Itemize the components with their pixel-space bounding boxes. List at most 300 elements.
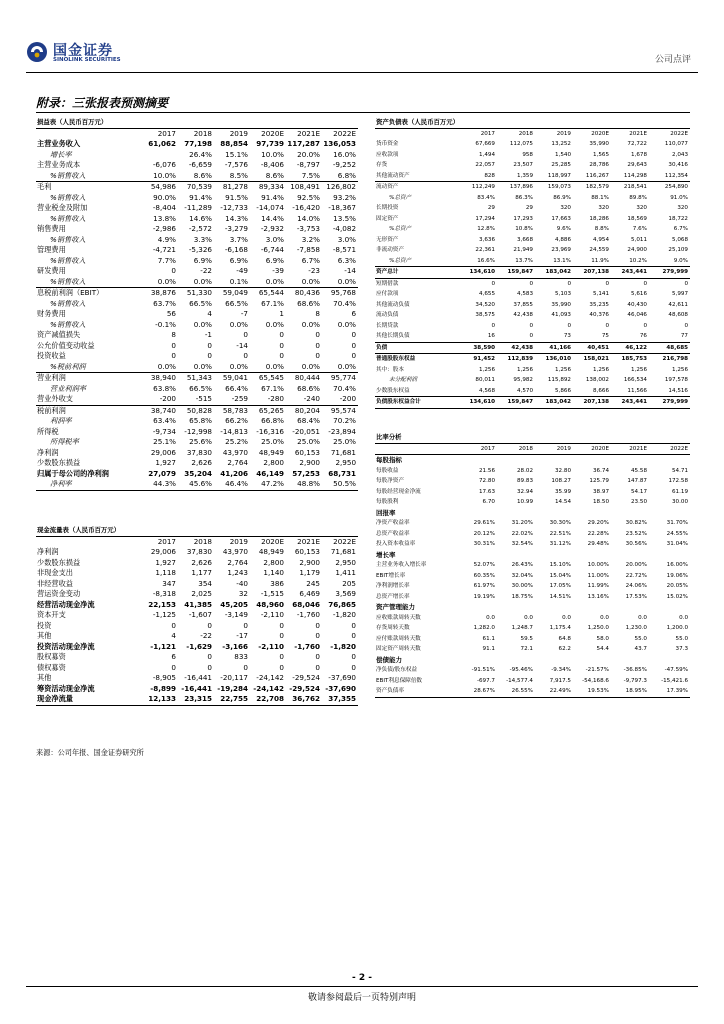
row-value: -1 <box>204 330 212 339</box>
row-value: 59,041 <box>222 373 248 382</box>
row-value: 17,294 <box>475 215 495 222</box>
row-value: 31.12% <box>549 541 571 547</box>
row-value: 0 <box>315 631 320 640</box>
row-value: 1,256 <box>671 366 688 373</box>
row-value: 29.48% <box>587 541 609 547</box>
row-value: 0 <box>491 280 495 287</box>
row-value: 0 <box>643 322 647 329</box>
row-label: 非经营收益 <box>37 578 73 588</box>
row-label: 其他流动负债 <box>376 301 410 308</box>
year-header: 2021E <box>611 443 649 455</box>
row-value: 0 <box>315 652 320 661</box>
row-value: -4,721 <box>152 245 176 254</box>
row-value: 10.0% <box>261 149 284 159</box>
row-value: 66.8% <box>261 416 284 425</box>
table-row <box>375 623 690 634</box>
row-value: -3,149 <box>224 610 248 619</box>
row-value: 15.10% <box>549 562 571 568</box>
row-value: 20.0% <box>297 149 320 159</box>
row-label: %销售收入 <box>50 234 86 244</box>
row-value: 0 <box>207 662 212 672</box>
row-value: 320 <box>677 205 688 211</box>
page-header <box>0 0 724 72</box>
row-value: 1,243 <box>227 568 248 577</box>
row-value: 38,590 <box>459 342 497 354</box>
row-value: 9.6% <box>556 226 571 232</box>
row-label: 资本开支 <box>37 610 66 619</box>
row-value: 41,206 <box>220 468 248 478</box>
row-value: 25,285 <box>551 162 571 168</box>
row-value: -14 <box>344 266 357 275</box>
row-value: 29 <box>487 205 495 211</box>
row-value: -2,110 <box>260 610 284 619</box>
row-value: 5,141 <box>592 291 609 297</box>
table-row <box>375 592 690 603</box>
table-row <box>36 171 358 182</box>
row-value: 0.0% <box>146 277 178 288</box>
row-value: 70.2% <box>333 416 357 425</box>
row-value: -6,744 <box>260 245 284 254</box>
row-label: 现金净流量 <box>36 694 146 705</box>
row-label: %销售收入 <box>36 277 146 288</box>
row-value: 6 <box>171 652 176 661</box>
row-value: 8.6% <box>250 171 286 182</box>
row-value: 8 <box>315 309 320 318</box>
row-value: -14 <box>236 340 248 350</box>
table-row <box>36 589 358 600</box>
row-value: 16.6% <box>459 256 497 267</box>
row-value: 30.82% <box>625 520 647 526</box>
row-label: 资产总计 <box>375 267 459 279</box>
row-value: 17,293 <box>513 215 533 222</box>
row-value: 108,491 <box>290 182 320 191</box>
sinolink-logo-icon <box>26 41 48 63</box>
row-value: 31.70% <box>666 520 689 526</box>
row-value: 828 <box>459 171 497 182</box>
row-value: 1,250.0 <box>587 625 609 631</box>
page-title: 附录：三张报表预测摘要 <box>36 96 169 110</box>
row-value: 76 <box>611 331 649 342</box>
row-value: 2,900 <box>299 557 320 567</box>
row-value: 17.39% <box>649 686 690 697</box>
row-value: 22,361 <box>475 247 495 253</box>
row-label: EBIT增长率 <box>376 572 406 579</box>
row-value: 243,441 <box>611 267 649 279</box>
row-value: 16 <box>459 331 497 342</box>
row-value: 63.8% <box>153 383 176 393</box>
row-label: 未分配利润 <box>389 377 417 383</box>
row-value: -3,279 <box>224 224 248 233</box>
row-value: 10.00% <box>587 562 609 568</box>
table-row <box>36 203 358 214</box>
table-row <box>375 665 690 676</box>
row-value: 70.4% <box>333 298 357 308</box>
row-label: %总资产 <box>389 226 412 232</box>
row-value: 0 <box>351 340 357 350</box>
row-value: 48,949 <box>258 547 284 556</box>
row-label: 净负债/股东权益 <box>376 667 418 673</box>
row-value: 0.0% <box>178 277 214 288</box>
row-value: 30,416 <box>668 162 688 168</box>
row-value: 279,999 <box>649 267 690 279</box>
row-value: 20.12% <box>473 530 495 537</box>
row-value: 159,847 <box>497 267 535 279</box>
row-value: 46,122 <box>611 342 649 354</box>
row-value: 91.1 <box>482 646 495 652</box>
table-row <box>375 203 690 214</box>
row-value: 13.1% <box>535 256 573 267</box>
row-value: 0 <box>279 330 284 339</box>
row-value: 0.0% <box>286 362 322 373</box>
table-row <box>375 342 690 354</box>
row-label: 总资产收益率 <box>376 530 410 537</box>
row-value: 1,256 <box>516 366 533 373</box>
row-label: 资产负债率 <box>375 686 459 697</box>
row-label: 主营业务收入 <box>37 139 81 148</box>
row-value: 13.8% <box>153 213 176 223</box>
row-value: 1,256 <box>478 366 495 373</box>
row-value: 11.9% <box>573 256 611 267</box>
row-value: 18.75% <box>511 593 533 600</box>
row-value: 97,739 <box>256 139 284 148</box>
row-label: 毛利 <box>37 182 52 191</box>
table-row <box>36 631 358 642</box>
row-value: 0.1% <box>214 277 250 288</box>
row-value: 1,200.0 <box>666 625 689 631</box>
row-value: -15,421.6 <box>661 677 689 684</box>
row-value: 68.4% <box>297 416 320 425</box>
row-value: 0 <box>643 280 647 287</box>
row-label: 应收账款周转天数 <box>376 614 421 621</box>
row-value: 6 <box>351 309 357 318</box>
row-value: 77,198 <box>184 139 212 148</box>
row-value: 6.9% <box>229 255 248 265</box>
row-value: 48,960 <box>256 599 284 609</box>
year-header: 2022E <box>333 128 357 138</box>
table-row <box>375 321 690 332</box>
row-label: %税前利润 <box>36 362 146 373</box>
row-value: 10.2% <box>611 256 649 267</box>
row-value: 0 <box>243 620 248 630</box>
row-value: 22,708 <box>250 694 286 705</box>
row-value: 8.6% <box>178 171 214 182</box>
row-value: -1,760 <box>296 610 320 619</box>
row-value: -1,760 <box>294 641 320 651</box>
row-value: -54,168.6 <box>582 677 609 684</box>
row-value: 182,579 <box>585 184 609 190</box>
table-row <box>36 427 358 438</box>
row-value: 61,062 <box>148 139 176 148</box>
row-value: 61.1 <box>482 635 495 642</box>
row-value: 8.5% <box>214 171 250 182</box>
table-row <box>36 373 358 384</box>
row-value: 5,068 <box>671 236 688 243</box>
document-type: 公司点评 <box>654 55 691 65</box>
row-value: 38,876 <box>150 288 176 297</box>
row-value: 138,002 <box>585 377 609 383</box>
table-row <box>36 160 358 171</box>
row-value: 4,655 <box>478 291 495 297</box>
row-value: 0.0 <box>524 614 533 621</box>
row-value: 0.0 <box>679 614 689 621</box>
row-label: 增长率 <box>50 149 72 159</box>
row-value: 19.53% <box>573 686 611 697</box>
row-value: 216,798 <box>662 356 688 362</box>
footer-divider <box>26 986 698 987</box>
row-value: 30.31% <box>473 541 495 547</box>
table-row <box>375 375 690 386</box>
table-row <box>36 394 358 405</box>
row-value: 11.00% <box>587 572 609 579</box>
row-value: 114,298 <box>611 171 649 182</box>
table-row <box>36 299 358 310</box>
row-value: 62.2 <box>558 646 571 652</box>
row-value: 25.6% <box>189 437 212 446</box>
table-row <box>36 469 358 480</box>
row-label: 投资 <box>37 620 52 630</box>
row-value: 34,520 <box>475 301 495 308</box>
row-value: 18,722 <box>668 215 688 222</box>
row-value: 42,438 <box>497 342 535 354</box>
row-value: 0 <box>684 280 688 287</box>
row-value: 47.2% <box>250 479 286 490</box>
row-value: 32.04% <box>511 572 533 579</box>
row-value: 80,011 <box>475 377 495 383</box>
table-row <box>375 365 690 376</box>
row-value: 0 <box>497 331 535 342</box>
row-value: 0 <box>279 631 284 640</box>
row-value: 2,800 <box>263 458 284 467</box>
row-label: 筹资活动现金净流 <box>37 683 95 693</box>
row-value: 112,249 <box>471 184 495 190</box>
table-row <box>36 288 358 299</box>
row-value: 183,042 <box>535 397 573 409</box>
row-value: 24.06% <box>625 583 647 589</box>
row-value: 0 <box>567 322 571 329</box>
table-row <box>375 497 690 508</box>
row-value: 86.3% <box>515 194 533 201</box>
row-value: 117,287 <box>287 139 320 148</box>
row-label: 短期借款 <box>376 280 399 287</box>
row-value: 0 <box>529 322 533 329</box>
row-value: 2,764 <box>227 458 248 467</box>
row-value: 14.54 <box>554 499 571 505</box>
row-value: 42,438 <box>513 312 533 318</box>
row-value: 40,376 <box>589 312 609 318</box>
row-value: 3,668 <box>516 236 533 243</box>
row-value: 50.5% <box>322 479 358 490</box>
row-value: 51,330 <box>186 288 212 297</box>
row-value: 205 <box>342 578 356 588</box>
table-row <box>36 214 358 225</box>
row-value: 4,568 <box>459 386 497 397</box>
year-header-row <box>36 128 358 139</box>
row-value: 22.49% <box>535 686 573 697</box>
row-value: 1,411 <box>335 568 356 577</box>
row-value: 26.55% <box>497 686 535 697</box>
table-row <box>375 634 690 645</box>
table-row <box>36 245 358 256</box>
row-value: 38,575 <box>475 312 495 318</box>
row-value: 68.6% <box>297 298 320 308</box>
table-row <box>375 613 690 624</box>
row-value: 72,722 <box>627 141 647 147</box>
row-label: 总资产增长率 <box>376 593 410 600</box>
row-value: 48,949 <box>258 447 284 457</box>
table-title: 损益表（人民币百万元） <box>36 117 358 128</box>
row-value: -9,734 <box>152 426 176 436</box>
row-value: 93.2% <box>333 192 357 202</box>
row-value: -8,318 <box>152 589 176 598</box>
table-row <box>375 354 690 365</box>
row-value: 1,927 <box>155 458 176 467</box>
table-row <box>36 642 358 653</box>
row-value: -2,986 <box>152 224 176 233</box>
row-value: 26.43% <box>511 562 533 568</box>
row-value: -6,659 <box>188 160 212 169</box>
row-value: -8,406 <box>260 160 284 169</box>
row-value: 0 <box>315 620 320 630</box>
section-heading: 回报率 <box>376 508 396 517</box>
row-value: 0 <box>207 652 212 661</box>
cash-flow-table <box>36 525 358 706</box>
year-header-blank <box>36 536 146 547</box>
row-value: 29,643 <box>627 162 647 168</box>
row-value: 354 <box>198 578 212 588</box>
row-value: -1,820 <box>332 610 356 619</box>
row-value: 0 <box>491 322 495 329</box>
row-label: 其他 <box>37 631 52 640</box>
table-title: 现金流量表（人民币百万元） <box>36 525 358 536</box>
row-label: 其他长期负债 <box>375 331 459 342</box>
row-value: 63.4% <box>153 416 176 425</box>
row-value: 60.35% <box>473 572 495 579</box>
row-value: 29,006 <box>150 547 176 556</box>
row-value: 2,626 <box>191 557 212 567</box>
row-value: -14,074 <box>256 203 284 212</box>
row-value: -7 <box>240 309 248 318</box>
row-value: 112,839 <box>507 356 533 362</box>
row-value: 16.00% <box>666 562 689 568</box>
row-value: 25,109 <box>668 247 688 253</box>
row-value: 0 <box>315 662 320 672</box>
row-value: 3,569 <box>335 589 356 598</box>
row-value: -14,813 <box>220 426 248 436</box>
year-header: 2017 <box>157 128 176 138</box>
row-value: 44.3% <box>146 479 178 490</box>
row-label: %销售收入 <box>50 298 86 308</box>
row-value: -2,932 <box>260 224 284 233</box>
table-row <box>36 694 358 705</box>
row-label: 每股净资产 <box>376 478 404 484</box>
row-value: -23,894 <box>328 426 357 436</box>
row-value: 68,046 <box>292 599 320 609</box>
row-value: 172.58 <box>668 478 689 484</box>
row-value: 26.4% <box>189 149 212 159</box>
row-value: 19.19% <box>473 593 495 600</box>
table-row <box>36 182 358 193</box>
row-label: 每股收益 <box>376 467 399 474</box>
row-label: 流动负债 <box>376 312 399 318</box>
row-value: -11,289 <box>184 203 212 212</box>
row-label: 应付款项 <box>376 291 399 297</box>
row-value: 3.3% <box>193 234 212 244</box>
table-row <box>36 416 358 427</box>
row-value: 126,802 <box>326 182 357 191</box>
row-value: 0 <box>315 330 320 339</box>
row-value: 71,681 <box>330 447 357 457</box>
row-value: 35,204 <box>184 468 212 478</box>
row-value: 14.51% <box>549 593 571 600</box>
row-value: 91.5% <box>225 192 248 202</box>
row-value: 71,681 <box>330 547 356 556</box>
row-value: 20.05% <box>666 583 689 589</box>
row-value: 1,256 <box>592 366 609 373</box>
table-row <box>375 476 690 487</box>
row-label: 负债 <box>375 342 459 354</box>
row-value: 30.30% <box>549 520 571 526</box>
table-row <box>36 663 358 674</box>
row-label: 所得税 <box>37 426 59 436</box>
row-value: 22.28% <box>587 530 609 537</box>
row-label: 息税前利润（EBIT） <box>37 288 104 297</box>
row-value: 89.8% <box>629 194 647 201</box>
source-note: 来源：公司年报、国金证券研究所 <box>36 748 144 757</box>
table-row <box>36 224 358 235</box>
table-row <box>36 458 358 469</box>
row-value: -8,899 <box>150 683 176 693</box>
year-header-row <box>36 536 358 547</box>
row-value: 22,153 <box>148 599 176 609</box>
row-value: 136,053 <box>323 139 357 148</box>
row-value: 0.0% <box>322 277 358 288</box>
row-value: 37,830 <box>186 447 212 457</box>
table-row <box>36 652 358 663</box>
row-value: 6.9% <box>193 255 212 265</box>
table-title-row <box>375 117 690 128</box>
row-value: 54.4 <box>596 646 609 652</box>
row-value: 166,534 <box>623 377 647 383</box>
row-value: 0.0% <box>301 319 320 329</box>
header-divider <box>26 72 698 73</box>
row-value: 43,970 <box>222 547 248 556</box>
row-value: 2,950 <box>335 557 356 567</box>
row-value: -12,733 <box>220 203 248 212</box>
row-value: -49 <box>236 266 248 275</box>
year-header: 2021E <box>297 128 320 138</box>
row-value: 1,118 <box>155 568 176 577</box>
row-value: 183,042 <box>535 267 573 279</box>
year-header-row <box>375 443 690 455</box>
row-value: 29,006 <box>150 447 176 457</box>
row-value: 21,949 <box>513 247 533 253</box>
row-value: 10.99 <box>516 499 533 505</box>
table-row <box>36 309 358 320</box>
row-value: 50,828 <box>186 405 212 415</box>
row-value: 22,755 <box>214 694 250 705</box>
row-value: 43.7 <box>634 646 647 652</box>
row-value: -16,420 <box>292 203 320 212</box>
row-value: 45,205 <box>220 599 248 609</box>
row-label: EBIT利息保障倍数 <box>376 677 423 684</box>
row-value: 6,469 <box>299 589 320 598</box>
table-row <box>36 235 358 246</box>
row-value: 86.9% <box>553 194 571 201</box>
row-label: 资产减值损失 <box>37 330 81 339</box>
company-logo <box>26 39 136 67</box>
table-row <box>36 437 358 448</box>
row-value: 41,093 <box>551 312 571 318</box>
